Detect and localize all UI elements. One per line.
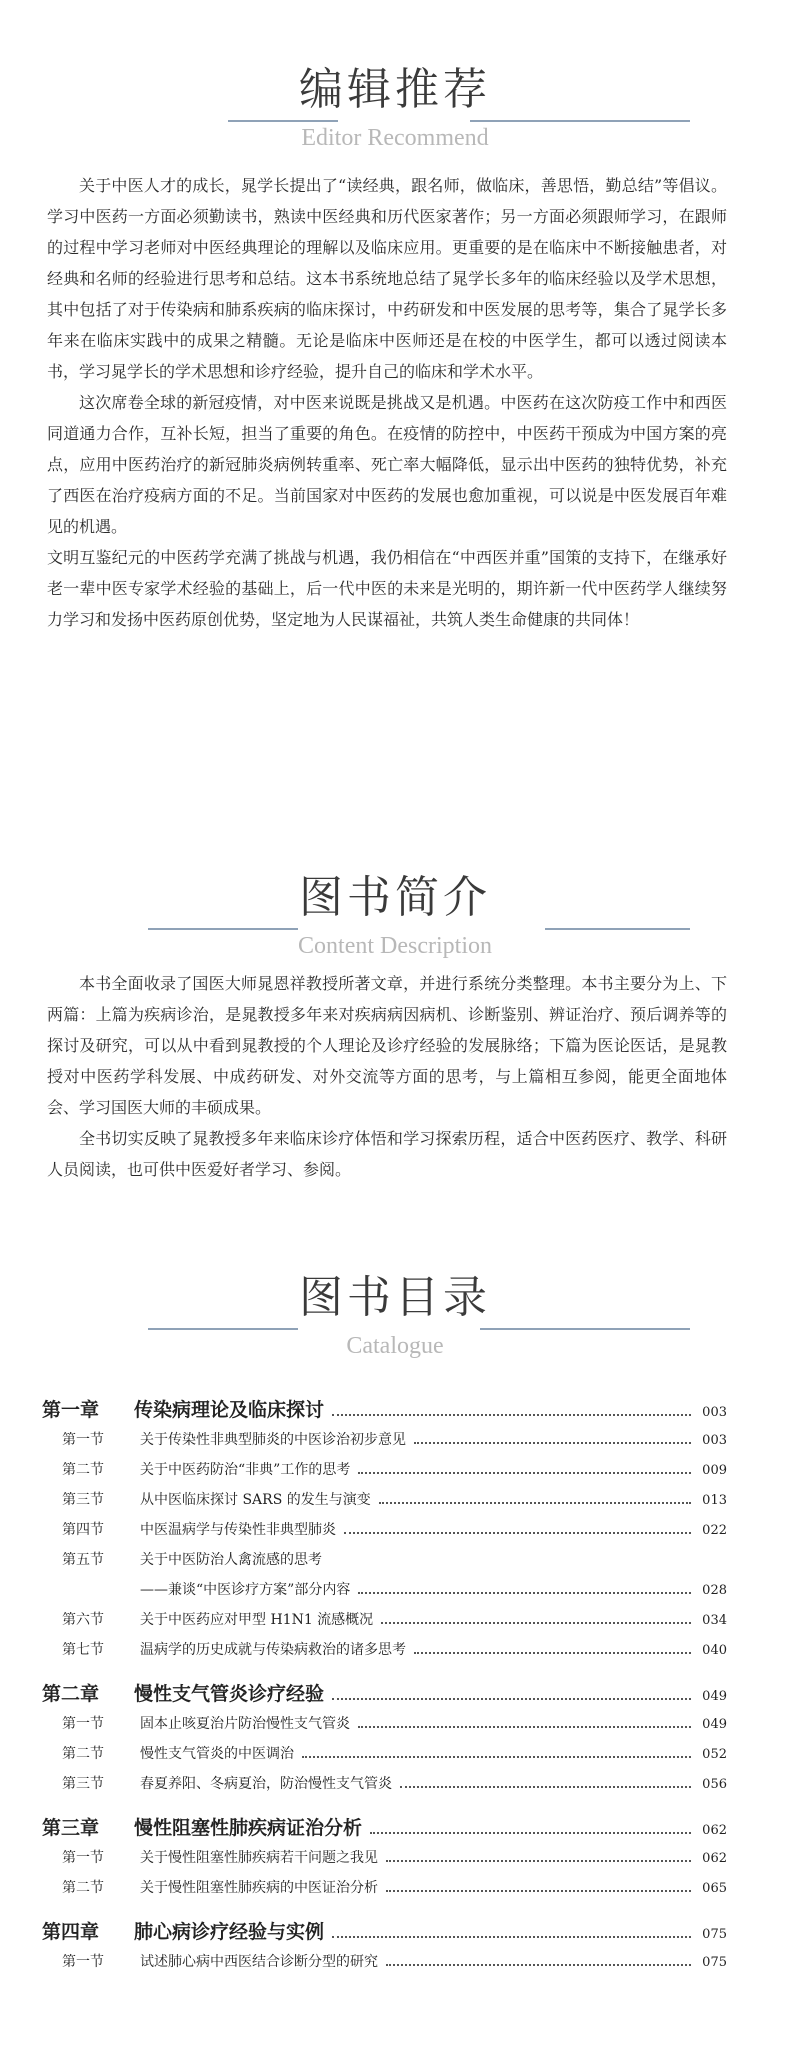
- toc-section[interactable]: [42, 1769, 727, 1799]
- chapter-number: 第四章: [42, 1921, 100, 1943]
- chapter-title: 肺心病诊疗经验与实例: [134, 1921, 325, 1943]
- section-page: 052: [702, 1747, 727, 1762]
- section-title: 慢性支气管炎的中医调治: [140, 1746, 294, 1762]
- toc-chapter[interactable]: [42, 1395, 727, 1425]
- section-page: 028: [702, 1583, 727, 1598]
- dot-leader: [414, 1652, 691, 1654]
- toc-chapter[interactable]: [42, 1917, 727, 1947]
- dot-leader: [400, 1786, 691, 1788]
- toc-section[interactable]: [42, 1709, 727, 1739]
- chapter-page: 075: [702, 1927, 727, 1942]
- toc-chapter[interactable]: [42, 1813, 727, 1843]
- editor-recommend-subtitle: Editor Recommend: [301, 125, 489, 151]
- section-number: 第三节: [62, 1776, 104, 1792]
- dot-leader: [332, 1936, 691, 1938]
- editor-recommend-header: [0, 60, 790, 160]
- paragraph: 全书切实反映了晁教授多年来临床诊疗体悟和学习探索历程，适合中医药医疗、教学、科研人员阅读，也可供中医爱好者学习、参阅。: [47, 1129, 727, 1179]
- header-rule-right: [545, 928, 690, 930]
- content-description-subtitle: Content Description: [298, 933, 492, 959]
- chapter-page: 062: [702, 1823, 727, 1838]
- toc-section[interactable]: [42, 1873, 727, 1903]
- editor-recommend-title: 编辑推荐: [299, 64, 491, 115]
- toc-section[interactable]: [42, 1545, 727, 1575]
- section-number: 第一节: [62, 1954, 104, 1970]
- dot-leader: [414, 1442, 691, 1444]
- section-number: 第二节: [62, 1880, 104, 1896]
- section-title: 从中医临床探讨 SARS 的发生与演变: [140, 1492, 371, 1508]
- dot-leader: [358, 1592, 691, 1594]
- section-title: ——兼谈“中医诊疗方案”部分内容: [140, 1582, 351, 1598]
- section-page: 075: [702, 1955, 727, 1970]
- toc-section[interactable]: [42, 1425, 727, 1455]
- content-description-header: [0, 868, 790, 968]
- section-title: 关于传染性非典型肺炎的中医诊治初步意见: [140, 1432, 406, 1448]
- section-title: 关于中医防治人禽流感的思考: [140, 1552, 322, 1568]
- section-number: 第三节: [62, 1492, 104, 1508]
- header-rule-right: [480, 1328, 690, 1330]
- catalogue-title: 图书目录: [299, 1272, 491, 1323]
- section-title: 关于中医药防治“非典”工作的思考: [140, 1462, 351, 1478]
- section-page: 034: [702, 1613, 727, 1628]
- dot-leader: [386, 1890, 691, 1892]
- section-number: 第五节: [62, 1552, 104, 1568]
- section-number: 第四节: [62, 1522, 104, 1538]
- toc-section[interactable]: [42, 1843, 727, 1873]
- section-number: 第二节: [62, 1746, 104, 1762]
- section-number: 第一节: [62, 1432, 104, 1448]
- chapter-number: 第二章: [42, 1683, 100, 1705]
- section-page: 065: [702, 1881, 727, 1896]
- section-title: 中医温病学与传染性非典型肺炎: [140, 1522, 336, 1538]
- section-title: 关于慢性阻塞性肺疾病的中医证治分析: [140, 1880, 378, 1896]
- dot-leader: [379, 1502, 691, 1504]
- dot-leader: [332, 1698, 691, 1700]
- content-description-body: [47, 968, 727, 1185]
- toc-section[interactable]: [42, 1739, 727, 1769]
- catalogue-header: [0, 1268, 790, 1368]
- header-rule-left: [148, 928, 298, 930]
- paragraph: 关于中医人才的成长，晁学长提出了“读经典，跟名师，做临床，善思悟，勤总结”等倡议。学习中医药一方面必须勤读书，熟读中医经典和历代医家著作；另一方面必须跟师学习，在跟师的过程中学习老师对中医经典理论的理解以及临床应用。更重要的是在临床中不断接触患者，对经典和名师的经验进行思考和总结。这本书系统地总结了晁学长多年的临床经验以及学术思想，其中包括了对于传染病和肺系疾病的临床探讨，中药研发和中医发展的思考等，集合了晁学长多年来在临床实践中的成果之精髓。无论是临床中医师还是在校的中医学生，都可以透过阅读本书，学习晁学长的学术思想和诊疗经验，提升自己的临床和学术水平。: [47, 176, 727, 381]
- section-number: 第一节: [62, 1716, 104, 1732]
- chapter-title: 慢性支气管炎诊疗经验: [134, 1683, 325, 1705]
- section-title: 关于中医药应对甲型 H1N1 流感概况: [140, 1612, 374, 1628]
- dot-leader: [332, 1414, 691, 1416]
- dot-leader: [370, 1832, 691, 1834]
- section-page: 049: [702, 1717, 727, 1732]
- header-rule-right: [470, 120, 690, 122]
- section-page: 022: [702, 1523, 727, 1538]
- section-page: 040: [702, 1643, 727, 1658]
- dot-leader: [358, 1472, 691, 1474]
- header-rule-left: [148, 1328, 298, 1330]
- paragraph: 文明互鉴纪元的中医药学充满了挑战与机遇，我仍相信在“中西医并重”国策的支持下，在继承好老一辈中医专家学术经验的基础上，后一代中医的未来是光明的，期许新一代中医药学人继续努力学习和发扬中医药原创优势，坚定地为人民谋福祉，共筑人类生命健康的共同体！: [47, 548, 727, 629]
- section-page: 003: [702, 1433, 727, 1448]
- toc-section[interactable]: [42, 1605, 727, 1635]
- section-title: 温病学的历史成就与传染病救治的诸多思考: [140, 1642, 406, 1658]
- section-page: 009: [702, 1463, 727, 1478]
- section-title: 关于慢性阻塞性肺疾病若干问题之我见: [140, 1850, 378, 1866]
- toc-section[interactable]: [42, 1515, 727, 1545]
- toc-section[interactable]: [42, 1947, 727, 1977]
- header-rule-left: [228, 120, 338, 122]
- section-page: 013: [702, 1493, 727, 1508]
- section-number: 第一节: [62, 1850, 104, 1866]
- dot-leader: [381, 1622, 691, 1624]
- toc-section[interactable]: [42, 1455, 727, 1485]
- dot-leader: [386, 1860, 691, 1862]
- section-page: 062: [702, 1851, 727, 1866]
- section-page: 056: [702, 1777, 727, 1792]
- toc-section[interactable]: [42, 1485, 727, 1515]
- toc-section[interactable]: [42, 1635, 727, 1665]
- section-number: 第六节: [62, 1612, 104, 1628]
- chapter-page: 049: [702, 1689, 727, 1704]
- section-title: 春夏养阳、冬病夏治，防治慢性支气管炎: [140, 1776, 392, 1792]
- chapter-number: 第一章: [42, 1399, 100, 1421]
- toc-section[interactable]: [42, 1575, 727, 1605]
- dot-leader: [344, 1532, 691, 1534]
- editor-recommend-body: [47, 170, 727, 635]
- chapter-title: 慢性阻塞性肺疾病证治分析: [134, 1817, 363, 1839]
- dot-leader: [386, 1964, 691, 1966]
- paragraph: 这次席卷全球的新冠疫情，对中医来说既是挑战又是机遇。中医药在这次防疫工作中和西医同道通力合作，互补长短，担当了重要的角色。在疫情的防控中，中医药干预成为中国方案的亮点，应用中医药治疗的新冠肺炎病例转重率、死亡率大幅降低，显示出中医药的独特优势，补充了西医在治疗疫病方面的不足。当前国家对中医药的发展也愈加重视，可以说是中医发展百年难见的机遇。: [47, 393, 727, 536]
- dot-leader: [302, 1756, 691, 1758]
- dot-leader: [358, 1726, 691, 1728]
- section-title: 试述肺心病中西医结合诊断分型的研究: [140, 1954, 378, 1970]
- toc-chapter[interactable]: [42, 1679, 727, 1709]
- section-number: 第二节: [62, 1462, 104, 1478]
- chapter-page: 003: [702, 1405, 727, 1420]
- chapter-title: 传染病理论及临床探讨: [134, 1399, 325, 1421]
- content-description-title: 图书简介: [299, 872, 491, 923]
- chapter-number: 第三章: [42, 1817, 100, 1839]
- table-of-contents: [42, 1395, 727, 1977]
- section-number: 第七节: [62, 1642, 104, 1658]
- paragraph: 本书全面收录了国医大师晁恩祥教授所著文章，并进行系统分类整理。本书主要分为上、下两篇：上篇为疾病诊治，是晁教授多年来对疾病病因病机、诊断鉴别、辨证治疗、预后调养等的探讨及研究，可以从中看到晁教授的个人理论及诊疗经验的发展脉络；下篇为医论医话，是晁教授对中医药学科发展、中成药研发、对外交流等方面的思考，与上篇相互参阅，能更全面地体会、学习国医大师的丰硕成果。: [47, 974, 727, 1117]
- catalogue-subtitle: Catalogue: [346, 1333, 444, 1359]
- section-title: 固本止咳夏治片防治慢性支气管炎: [140, 1716, 350, 1732]
